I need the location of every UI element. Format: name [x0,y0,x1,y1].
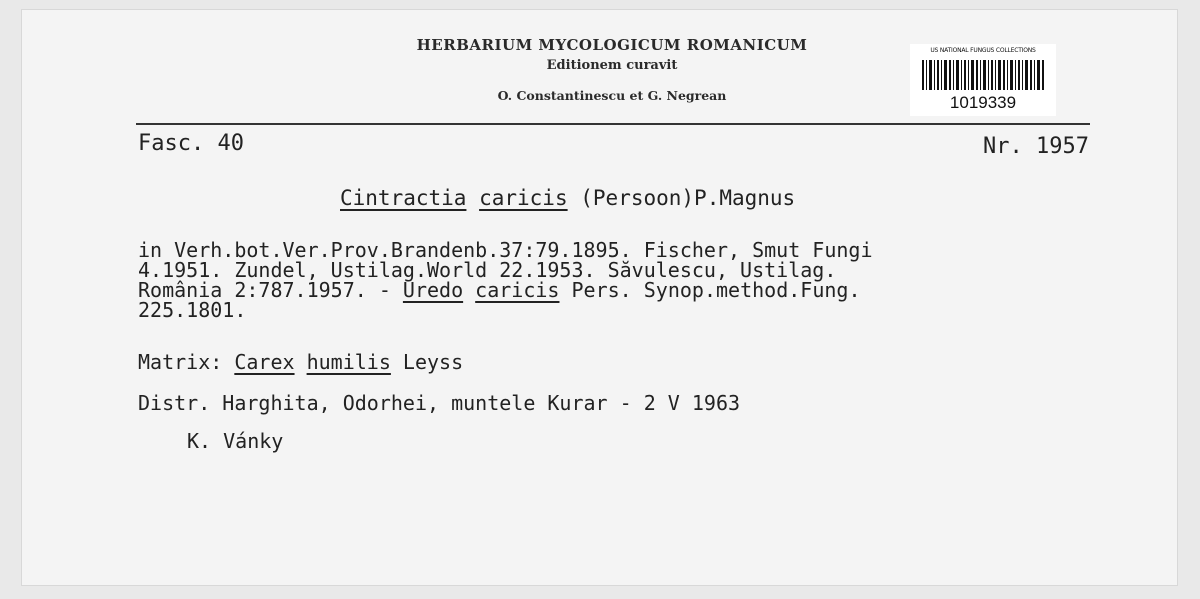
barcode-collection-label: US NATIONAL FUNGUS COLLECTIONS [930,47,1036,54]
header-divider [136,123,1090,125]
literature-line: 4.1951. Zundel, Ustilag.World 22.1953. Săvulescu, Ustilag. [138,258,837,282]
taxon-genus: Cintractia [340,186,467,210]
literature-text: România 2:787.1957. - [138,278,403,302]
distribution-locality: Distr. Harghita, Odorhei, muntele Kurar - 2 V 1963 [138,391,741,415]
host-authority: Leyss [390,350,464,374]
literature-line [138,280,873,300]
literature-line: in Verh.bot.Ver.Prov.Brandenb.37:79.1895. Fischer, Smut Fungi [138,238,873,262]
editor-caption: Editionem curavit [546,58,678,73]
collector-name: K. Vánky [187,429,284,453]
literature-text: Pers. Synop.method.Fung. [559,278,861,302]
synonym-genus: Uredo [402,278,464,302]
barcode-sticker [910,44,1056,116]
host-species: humilis [306,350,391,374]
literature-citation [138,240,873,320]
barcode-number: 1019339 [949,93,1017,112]
taxon-name [340,186,795,210]
taxon-authority: (Persoon)P.Magnus [580,186,796,210]
host-genus: Carex [234,350,295,374]
herbarium-label [22,10,1177,585]
specimen-number: Nr. 1957 [983,134,1089,159]
barcode-icon [922,60,1044,90]
fascicle-number: Fasc. 40 [138,131,244,156]
literature-line: 225.1801. [138,298,247,322]
editors: O. Constantinescu et G. Negrean [497,88,727,103]
taxon-species: caricis [479,186,568,210]
herbarium-title: HERBARIUM MYCOLOGICUM ROMANICUM [416,36,808,54]
matrix-label: Matrix: [138,350,235,374]
synonym-species: caricis [475,278,560,302]
host-matrix [138,350,463,374]
